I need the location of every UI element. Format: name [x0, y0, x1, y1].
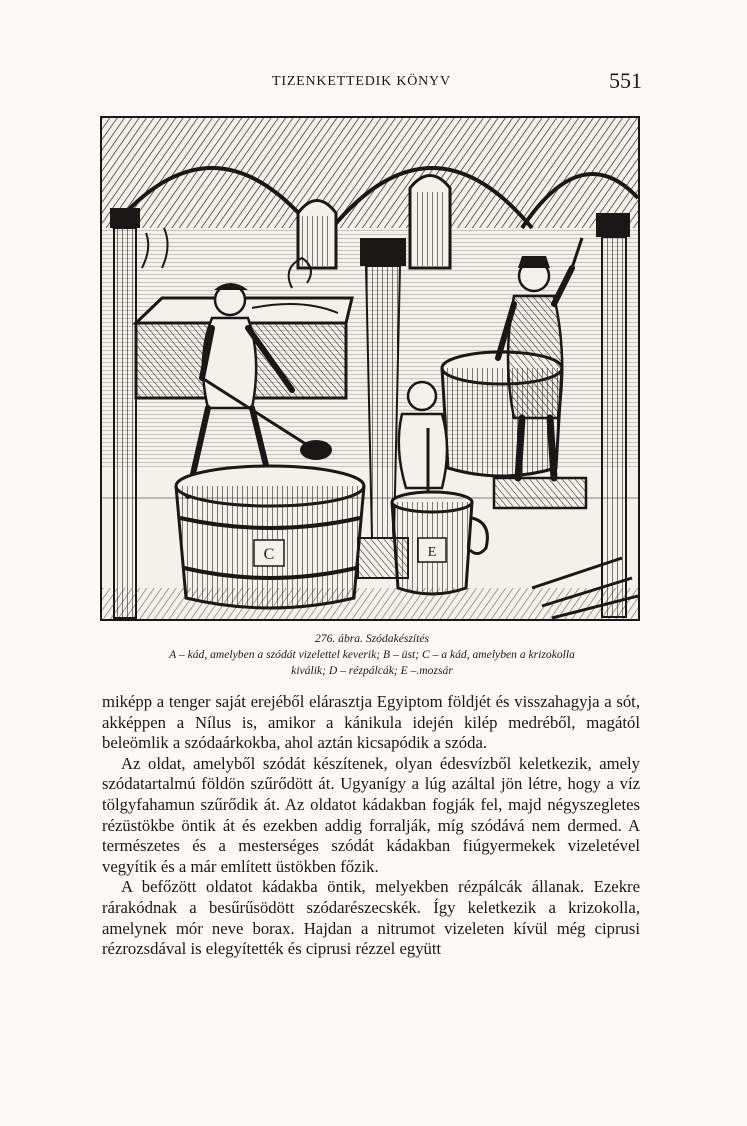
- caption-legend-line-1: A – kád, amelyben a szódát vizelettel keverik; B – üst; C – a kád, amelyben a krizokolla: [169, 648, 575, 661]
- body-text: [102, 692, 640, 960]
- label-c: C: [263, 546, 275, 563]
- paragraph-2: Az oldat, amelyből szódát készítenek, olyan édesvízből keletkezik, amely szódatartalmú földön szűrődött át. Ugyanígy a lúg azáltal jön létre, hogy a víz tölgyfahamun szűrődik át. Az oldatot kádakban fogják fel, majd négyszegletes rézüstökbe öntik át és ezekben addig forralják, míg szódává nem dermed. A természetes és a mesterséges szódát kádakban fiúgyermekek vizeletével vegyítik és a már említett üstökben főzik.: [102, 753, 640, 876]
- tub-c: [176, 466, 364, 608]
- caption-legend-line-2: kiválik; D – rézpálcák; E –.mozsár: [291, 664, 453, 677]
- window-right: [410, 176, 450, 269]
- column-right: [596, 213, 630, 617]
- column-left: [110, 208, 140, 618]
- paragraph-1: miképp a tenger saját erejéből elárasztja Egyiptom földjét és visszahagyja a sót, akképpen a Nílus is, amikor a kánikula idején kilép medréből, magától beleömlik a szódaárkokba, ahol aztán kicsapódik a szóda.: [102, 692, 640, 753]
- paragraph-3: A befőzött oldatot kádakba öntik, melyekben rézpálcák állanak. Ezekre rárakódnak a besűrűsödött szódarészecskék. Így keletkezik a krizokolla, amelynek mór neve borax. Hajdan a nitrumot vizeleten kívül még ciprusi rézrozsdával is elegyítették és ciprusi rézzel együtt: [102, 877, 640, 959]
- caption-title: 276. ábra. Szódakészítés: [314, 632, 429, 645]
- woodcut-drawing: [102, 118, 638, 619]
- window-left: [298, 201, 336, 269]
- page-number: 551: [609, 68, 642, 93]
- label-e: E: [427, 545, 437, 560]
- woodcut-illustration: [100, 116, 640, 621]
- figure-caption: [96, 631, 648, 679]
- floor-shading: [102, 588, 638, 619]
- running-title: TIZENKETTEDIK KÖNYV: [272, 74, 451, 89]
- mortar-e: [392, 492, 487, 594]
